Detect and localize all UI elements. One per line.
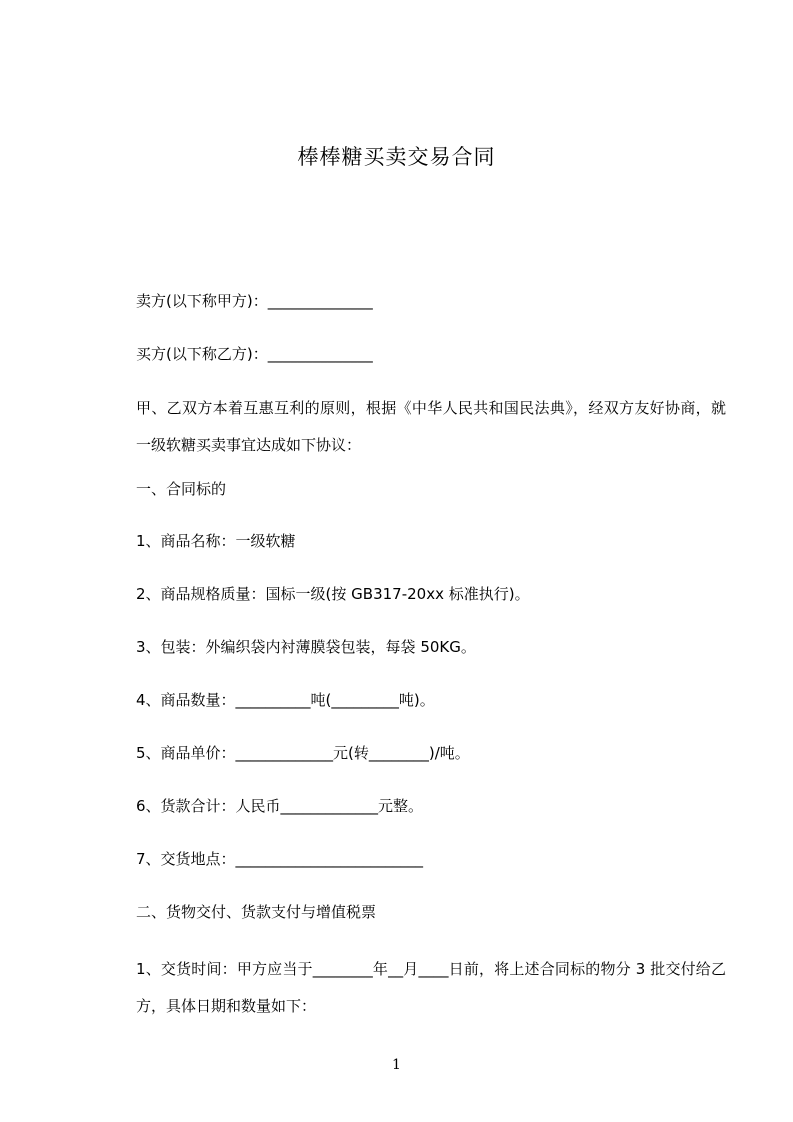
- delivery-time-paragraph: 1、交货时间：甲方应当于________年__月____日前，将上述合同标的物分 3 批交付给乙方，具体日期和数量如下：: [136, 960, 726, 1015]
- preamble-paragraph: 甲、乙双方本着互惠互利的原则，根据《中华人民共和国民法典》，经双方友好协商，就一级软糖买卖事宜达成如下协议：: [136, 399, 726, 454]
- clause-item: 7、交货地点：_________________________: [136, 850, 424, 868]
- page-number: 1: [392, 1057, 401, 1073]
- seller-line: 卖方(以下称甲方)：______________: [136, 292, 373, 310]
- section-heading-1: 一、合同标的: [136, 480, 227, 498]
- clause-item: 2、商品规格质量：国标一级(按 GB317-20xx 标准执行)。: [136, 585, 530, 603]
- section-heading-2: 二、货物交付、货款支付与增值税票: [136, 903, 377, 921]
- clause-item: 1、商品名称：一级软糖: [136, 532, 296, 550]
- buyer-line: 买方(以下称乙方)：______________: [136, 345, 373, 363]
- clause-item: 3、包装：外编织袋内衬薄膜袋包装，每袋 50KG。: [136, 638, 476, 656]
- clause-item: 4、商品数量：__________吨(_________吨)。: [136, 691, 435, 709]
- document-title: 棒棒糖买卖交易合同: [297, 145, 496, 169]
- clause-item: 5、商品单价：_____________元(转________)/吨。: [136, 744, 470, 762]
- clause-item: 6、货款合计：人民币_____________元整。: [136, 797, 424, 815]
